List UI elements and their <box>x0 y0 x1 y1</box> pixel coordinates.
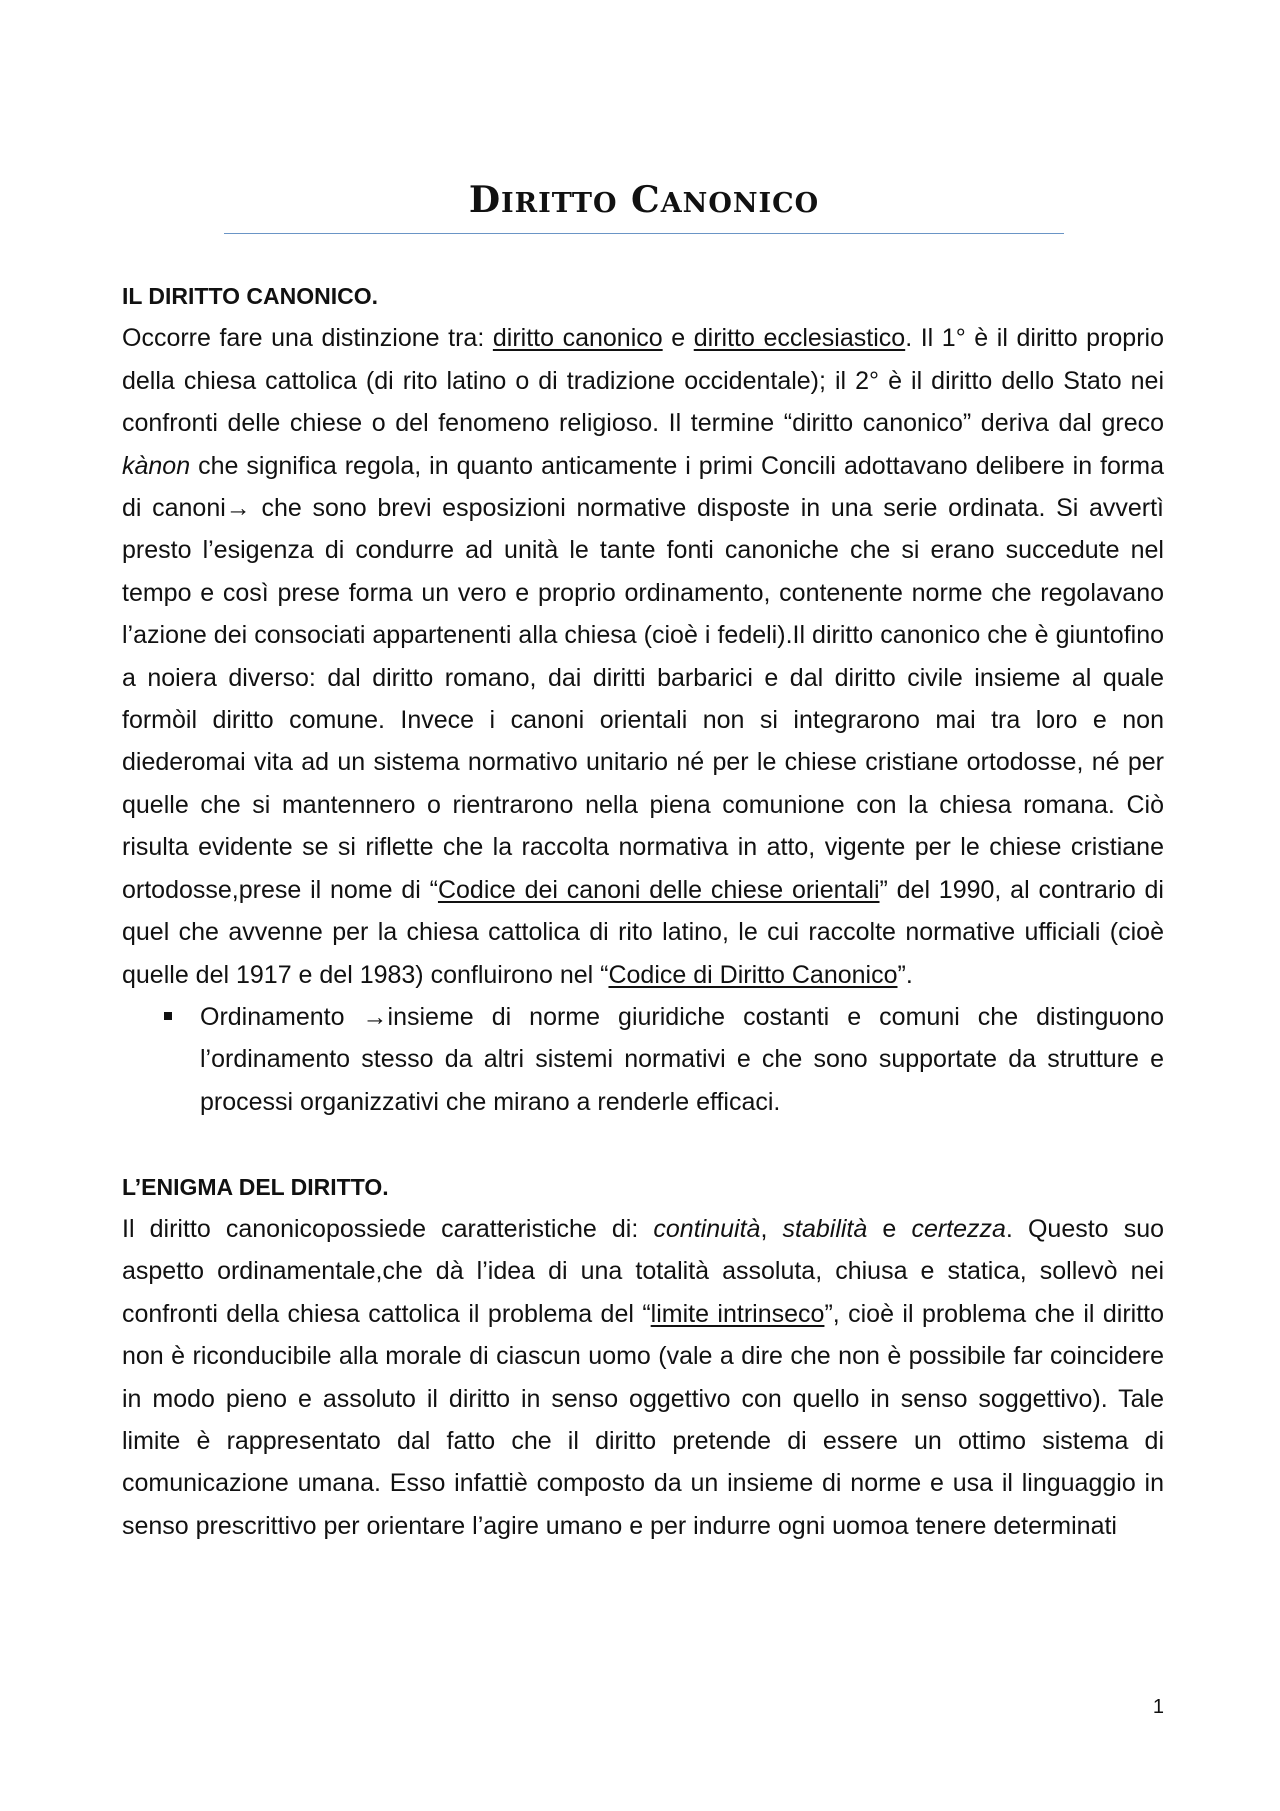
bullet-text: Ordinamento →insieme di norme giuridiche costanti e comuni che distinguono l’ordinamento stesso da altri sistemi normativi e che sono supportate da strutture e processi organizzativi che mirano a renderle efficaci. <box>200 1002 1164 1116</box>
list-item <box>122 996 1164 1123</box>
underlined-term: diritto canonico <box>492 324 663 353</box>
italic-term: kànon <box>122 451 191 480</box>
text-run: ”, cioè il problema che il diritto non è riconducibile alla morale di ciascun uomo (vale a dire che non è possibile far coincidere in modo pieno e assoluto il diritto in senso oggettivo con quello in senso soggettivo). Tale limite è rappresentato dal fatto che il diritto pretende di essere un ottimo sistema di comunicazione umana. Esso infattiè composto da un insieme di norme e usa il linguaggio in senso prescrittivo per orientare l’agire umano e per indurre ogni uomoa tenere determinati <box>122 1299 1164 1540</box>
underlined-term: Codice di Diritto Canonico <box>608 960 898 989</box>
page-number: 1 <box>1152 1696 1164 1718</box>
underlined-term: diritto ecclesiastico <box>693 324 906 353</box>
document-body <box>122 275 1164 1547</box>
underlined-term: limite intrinseco <box>650 1299 825 1328</box>
document-title <box>224 176 1064 228</box>
underlined-term: Codice dei canoni delle chiese orientali <box>437 875 880 904</box>
square-bullet-icon <box>164 1012 172 1020</box>
bullet-list <box>122 996 1164 1123</box>
section-spacer <box>122 1123 1164 1165</box>
italic-term: continuità <box>653 1214 761 1243</box>
text-run: ” del 1990, al contrario di quel che avvenne per la chiesa cattolica di rito latino, le cui raccolte normative ufficiali (cioè quelle del 1917 e del 1983) confluirono nel “ <box>122 875 1164 989</box>
text-run: ”. <box>897 960 913 989</box>
title-rest-2: ANONICO <box>660 188 820 219</box>
section-heading: L’ENIGMA DEL DIRITTO. <box>122 1173 389 1200</box>
text-run: e <box>662 324 694 353</box>
text-run: e <box>867 1214 912 1243</box>
section-heading: IL DIRITTO CANONICO. <box>122 283 378 309</box>
title-block <box>224 176 1064 228</box>
section-paragraph <box>122 317 1164 996</box>
text-run: , <box>760 1214 783 1243</box>
title-initial-2: C <box>631 179 661 221</box>
italic-term: certezza <box>911 1214 1006 1243</box>
text-run: . Il 1° è il diritto proprio della chiesa cattolica (di rito latino o di tradizione occidentale); il 2° è il diritto dello Stato nei confronti delle chiese o del fenomeno religioso. Il termine “diritto canonico” deriva dal greco <box>122 324 1164 438</box>
section-paragraph <box>122 1208 1164 1547</box>
text-run: Il diritto canonicopossiede caratteristiche di: <box>122 1214 654 1243</box>
text-run: che significa regola, in quanto anticamente i primi Concili adottavano delibere in forma di canoni→ che sono brevi esposizioni normative disposte in una serie ordinata. Si avvertì presto l’esigenza di condurre ad unità le tante fonti canoniche che si erano succedute nel tempo e così prese forma un vero e proprio ordinamento, contenente norme che regolavano l’azione dei consociati appartenenti alla chiesa (cioè i fedeli).Il diritto canonico che è giuntofino a noiera diverso: dal diritto romano, dai diritti barbarici e dal diritto civile insieme al quale formòil diritto comune. Invece i canoni orientali non si integrarono mai tra loro e non diederomai vita ad un sistema normativo unitario né per le chiese cristiane ortodosse, né per quelle che si mantennero o rientrarono nella piena comunione con la chiesa romana. Ciò risulta evidente se si riflette che la raccolta normativa in atto, vigente per le chiese cristiane ortodosse,prese il nome di “ <box>122 451 1164 904</box>
title-initial-1: D <box>468 179 502 221</box>
text-run: . Questo suo aspetto ordinamentale,che dà l’idea di una totalità assoluta, chiusa e statica, sollevò nei confronti della chiesa cattolica il problema del “ <box>122 1214 1165 1328</box>
italic-term: stabilità <box>782 1214 868 1243</box>
text-run: Occorre fare una distinzione tra: <box>122 324 493 353</box>
title-underline-rule <box>224 233 1064 234</box>
title-rest-1: IRITTO <box>501 188 618 219</box>
